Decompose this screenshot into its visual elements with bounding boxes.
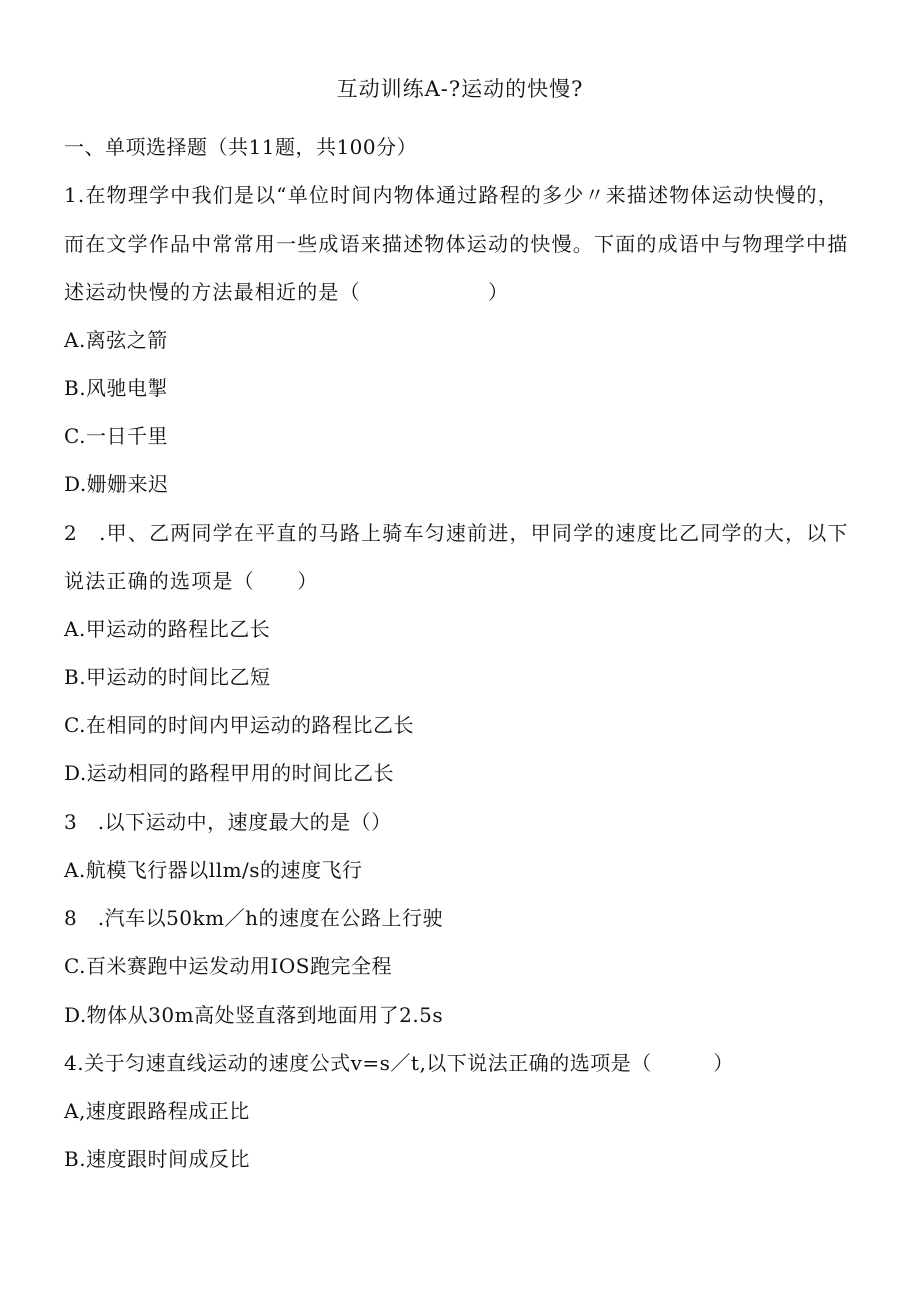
question-4-option-b: B.速度跟时间成反比 [64, 1147, 251, 1171]
question-3-option-a: A.航模飞行器以llm/s的速度飞行 [64, 858, 363, 882]
question-2-text-line-2: 说法正确的选项是（ ） [64, 569, 319, 593]
question-2-text-line-1: 2 .甲、乙两同学在平直的马路上骑车匀速前进，甲同学的速度比乙同学的大，以下 [64, 521, 849, 545]
question-3-option-c: C.百米赛跑中运发动用IOS跑完全程 [64, 954, 392, 978]
question-3-option-b: 8 .汽车以50km／h的速度在公路上行驶 [64, 906, 443, 930]
question-1-option-c: C.一日千里 [64, 424, 168, 448]
document-title: 互动训练A-?运动的快慢? [336, 77, 584, 101]
question-2-option-c: C.在相同的时间内甲运动的路程比乙长 [64, 713, 414, 737]
question-4-text-line-1: 4.关于匀速直线运动的速度公式v=s／t,以下说法正确的选项是（ ） [64, 1051, 734, 1075]
question-4-option-a: A,速度跟路程成正比 [64, 1099, 250, 1123]
question-3-option-d: D.物体从30m高处竖直落到地面用了2.5s [64, 1003, 444, 1027]
question-1-option-b: B.风驰电掣 [64, 376, 169, 400]
question-1-option-d: D.姗姗来迟 [64, 472, 169, 496]
section-heading: 一、单项选择题（共11题，共100分） [64, 135, 418, 159]
question-1-option-a: A.离弦之箭 [64, 328, 168, 352]
question-1-text-line-3: 述运动快慢的方法最相近的是（ ） [64, 280, 510, 304]
question-1-text-line-1: 1.在物理学中我们是以“单位时间内物体通过路程的多少〃来描述物体运动快慢的， [64, 183, 839, 207]
question-2-option-d: D.运动相同的路程甲用的时间比乙长 [64, 761, 395, 785]
question-3-text-line-1: 3 .以下运动中，速度最大的是（） [64, 810, 392, 834]
question-2-option-b: B.甲运动的时间比乙短 [64, 665, 271, 689]
question-1-text-line-2: 而在文学作品中常常用一些成语来描述物体运动的快慢。下面的成语中与物理学中描 [64, 232, 849, 256]
question-2-option-a: A.甲运动的路程比乙长 [64, 617, 271, 641]
